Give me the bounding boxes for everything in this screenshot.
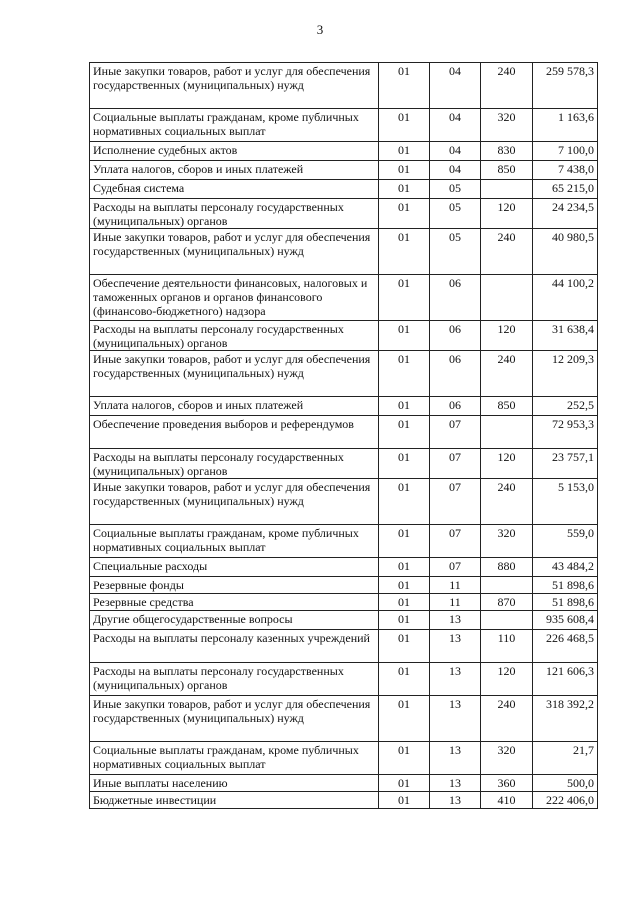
row-expense-type: 240	[481, 696, 533, 742]
table-row	[90, 229, 598, 275]
row-subsection: 11	[430, 577, 481, 594]
row-amount: 226 468,5	[533, 630, 598, 663]
row-section: 01	[379, 775, 430, 792]
row-section: 01	[379, 229, 430, 275]
table-row	[90, 663, 598, 696]
row-subsection: 04	[430, 142, 481, 161]
row-section: 01	[379, 63, 430, 109]
table-row	[90, 180, 598, 199]
row-expense-type: 830	[481, 142, 533, 161]
row-subsection: 13	[430, 630, 481, 663]
row-section: 01	[379, 577, 430, 594]
row-expense-type: 120	[481, 663, 533, 696]
row-subsection: 04	[430, 109, 481, 142]
row-name: Расходы на выплаты персоналу государственных (муниципальных) органов	[90, 199, 379, 229]
row-expense-type: 320	[481, 742, 533, 775]
row-subsection: 07	[430, 479, 481, 525]
row-subsection: 05	[430, 199, 481, 229]
row-expense-type: 320	[481, 525, 533, 558]
row-subsection: 13	[430, 663, 481, 696]
table-row	[90, 611, 598, 630]
table-row	[90, 792, 598, 809]
row-name: Социальные выплаты гражданам, кроме публичных нормативных социальных выплат	[90, 525, 379, 558]
row-section: 01	[379, 161, 430, 180]
row-amount: 21,7	[533, 742, 598, 775]
row-section: 01	[379, 449, 430, 479]
row-expense-type	[481, 611, 533, 630]
table-row	[90, 161, 598, 180]
row-name: Социальные выплаты гражданам, кроме публичных нормативных социальных выплат	[90, 109, 379, 142]
table-row	[90, 594, 598, 611]
row-amount: 500,0	[533, 775, 598, 792]
row-name: Расходы на выплаты персоналу государственных (муниципальных) органов	[90, 321, 379, 351]
table-row	[90, 63, 598, 109]
row-subsection: 11	[430, 594, 481, 611]
row-name: Обеспечение деятельности финансовых, налоговых и таможенных органов и органов финансового (финансово-бюджетного) надзора	[90, 275, 379, 321]
row-amount: 12 209,3	[533, 351, 598, 397]
row-expense-type: 320	[481, 109, 533, 142]
row-section: 01	[379, 275, 430, 321]
row-name: Иные закупки товаров, работ и услуг для обеспечения государственных (муниципальных) нужд	[90, 696, 379, 742]
row-section: 01	[379, 696, 430, 742]
row-expense-type: 850	[481, 397, 533, 416]
row-expense-type: 360	[481, 775, 533, 792]
row-name: Уплата налогов, сборов и иных платежей	[90, 397, 379, 416]
row-name: Иные выплаты населению	[90, 775, 379, 792]
row-name: Резервные средства	[90, 594, 379, 611]
row-subsection: 07	[430, 416, 481, 449]
row-subsection: 13	[430, 611, 481, 630]
row-amount: 318 392,2	[533, 696, 598, 742]
row-name: Исполнение судебных актов	[90, 142, 379, 161]
table-row	[90, 321, 598, 351]
row-expense-type	[481, 577, 533, 594]
row-section: 01	[379, 321, 430, 351]
row-expense-type: 870	[481, 594, 533, 611]
row-amount: 7 100,0	[533, 142, 598, 161]
row-amount: 1 163,6	[533, 109, 598, 142]
row-amount: 31 638,4	[533, 321, 598, 351]
table-row	[90, 142, 598, 161]
row-section: 01	[379, 416, 430, 449]
row-expense-type: 240	[481, 229, 533, 275]
row-expense-type: 410	[481, 792, 533, 809]
row-section: 01	[379, 558, 430, 577]
table-row	[90, 558, 598, 577]
row-section: 01	[379, 109, 430, 142]
row-subsection: 05	[430, 229, 481, 275]
row-section: 01	[379, 594, 430, 611]
table-row	[90, 525, 598, 558]
row-name: Социальные выплаты гражданам, кроме публичных нормативных социальных выплат	[90, 742, 379, 775]
row-name: Резервные фонды	[90, 577, 379, 594]
row-amount: 7 438,0	[533, 161, 598, 180]
row-amount: 121 606,3	[533, 663, 598, 696]
row-amount: 72 953,3	[533, 416, 598, 449]
budget-table	[89, 62, 598, 809]
row-name: Обеспечение проведения выборов и референдумов	[90, 416, 379, 449]
row-name: Бюджетные инвестиции	[90, 792, 379, 809]
row-section: 01	[379, 630, 430, 663]
row-section: 01	[379, 180, 430, 199]
row-name: Другие общегосударственные вопросы	[90, 611, 379, 630]
row-expense-type: 850	[481, 161, 533, 180]
table-row	[90, 351, 598, 397]
row-subsection: 07	[430, 449, 481, 479]
row-subsection: 13	[430, 742, 481, 775]
row-amount: 40 980,5	[533, 229, 598, 275]
row-amount: 5 153,0	[533, 479, 598, 525]
row-section: 01	[379, 611, 430, 630]
row-amount: 51 898,6	[533, 594, 598, 611]
row-expense-type: 110	[481, 630, 533, 663]
row-amount: 51 898,6	[533, 577, 598, 594]
row-amount: 43 484,2	[533, 558, 598, 577]
row-expense-type	[481, 275, 533, 321]
row-name: Расходы на выплаты персоналу государственных (муниципальных) органов	[90, 449, 379, 479]
table-row	[90, 630, 598, 663]
table-row	[90, 109, 598, 142]
row-subsection: 05	[430, 180, 481, 199]
row-section: 01	[379, 525, 430, 558]
row-expense-type	[481, 180, 533, 199]
row-section: 01	[379, 663, 430, 696]
row-name: Расходы на выплаты персоналу казенных учреждений	[90, 630, 379, 663]
table-row	[90, 397, 598, 416]
row-section: 01	[379, 142, 430, 161]
row-name: Иные закупки товаров, работ и услуг для обеспечения государственных (муниципальных) нужд	[90, 63, 379, 109]
row-expense-type: 880	[481, 558, 533, 577]
page-number: 3	[316, 22, 324, 37]
row-subsection: 06	[430, 351, 481, 397]
row-amount: 252,5	[533, 397, 598, 416]
row-subsection: 04	[430, 161, 481, 180]
row-section: 01	[379, 351, 430, 397]
table-row	[90, 696, 598, 742]
row-name: Уплата налогов, сборов и иных платежей	[90, 161, 379, 180]
row-expense-type: 240	[481, 63, 533, 109]
row-name: Иные закупки товаров, работ и услуг для обеспечения государственных (муниципальных) нужд	[90, 229, 379, 275]
row-subsection: 13	[430, 696, 481, 742]
row-expense-type: 120	[481, 199, 533, 229]
row-subsection: 06	[430, 321, 481, 351]
row-subsection: 13	[430, 792, 481, 809]
row-name: Иные закупки товаров, работ и услуг для обеспечения государственных (муниципальных) нужд	[90, 479, 379, 525]
row-subsection: 06	[430, 397, 481, 416]
table-row	[90, 275, 598, 321]
table-row	[90, 775, 598, 792]
row-expense-type: 240	[481, 479, 533, 525]
row-name: Расходы на выплаты персоналу государственных (муниципальных) органов	[90, 663, 379, 696]
row-expense-type: 240	[481, 351, 533, 397]
row-subsection: 07	[430, 525, 481, 558]
row-section: 01	[379, 199, 430, 229]
row-name: Специальные расходы	[90, 558, 379, 577]
row-name: Судебная система	[90, 180, 379, 199]
table-row	[90, 449, 598, 479]
row-section: 01	[379, 479, 430, 525]
row-expense-type: 120	[481, 321, 533, 351]
row-amount: 65 215,0	[533, 180, 598, 199]
row-amount: 44 100,2	[533, 275, 598, 321]
row-section: 01	[379, 397, 430, 416]
row-amount: 24 234,5	[533, 199, 598, 229]
row-amount: 222 406,0	[533, 792, 598, 809]
table-row	[90, 416, 598, 449]
row-subsection: 06	[430, 275, 481, 321]
row-section: 01	[379, 792, 430, 809]
row-amount: 259 578,3	[533, 63, 598, 109]
row-subsection: 04	[430, 63, 481, 109]
table-row	[90, 577, 598, 594]
table-row	[90, 742, 598, 775]
table-row	[90, 479, 598, 525]
row-expense-type: 120	[481, 449, 533, 479]
row-amount: 559,0	[533, 525, 598, 558]
table-row	[90, 199, 598, 229]
row-subsection: 13	[430, 775, 481, 792]
row-subsection: 07	[430, 558, 481, 577]
row-amount: 935 608,4	[533, 611, 598, 630]
row-amount: 23 757,1	[533, 449, 598, 479]
row-expense-type	[481, 416, 533, 449]
row-section: 01	[379, 742, 430, 775]
row-name: Иные закупки товаров, работ и услуг для обеспечения государственных (муниципальных) нужд	[90, 351, 379, 397]
